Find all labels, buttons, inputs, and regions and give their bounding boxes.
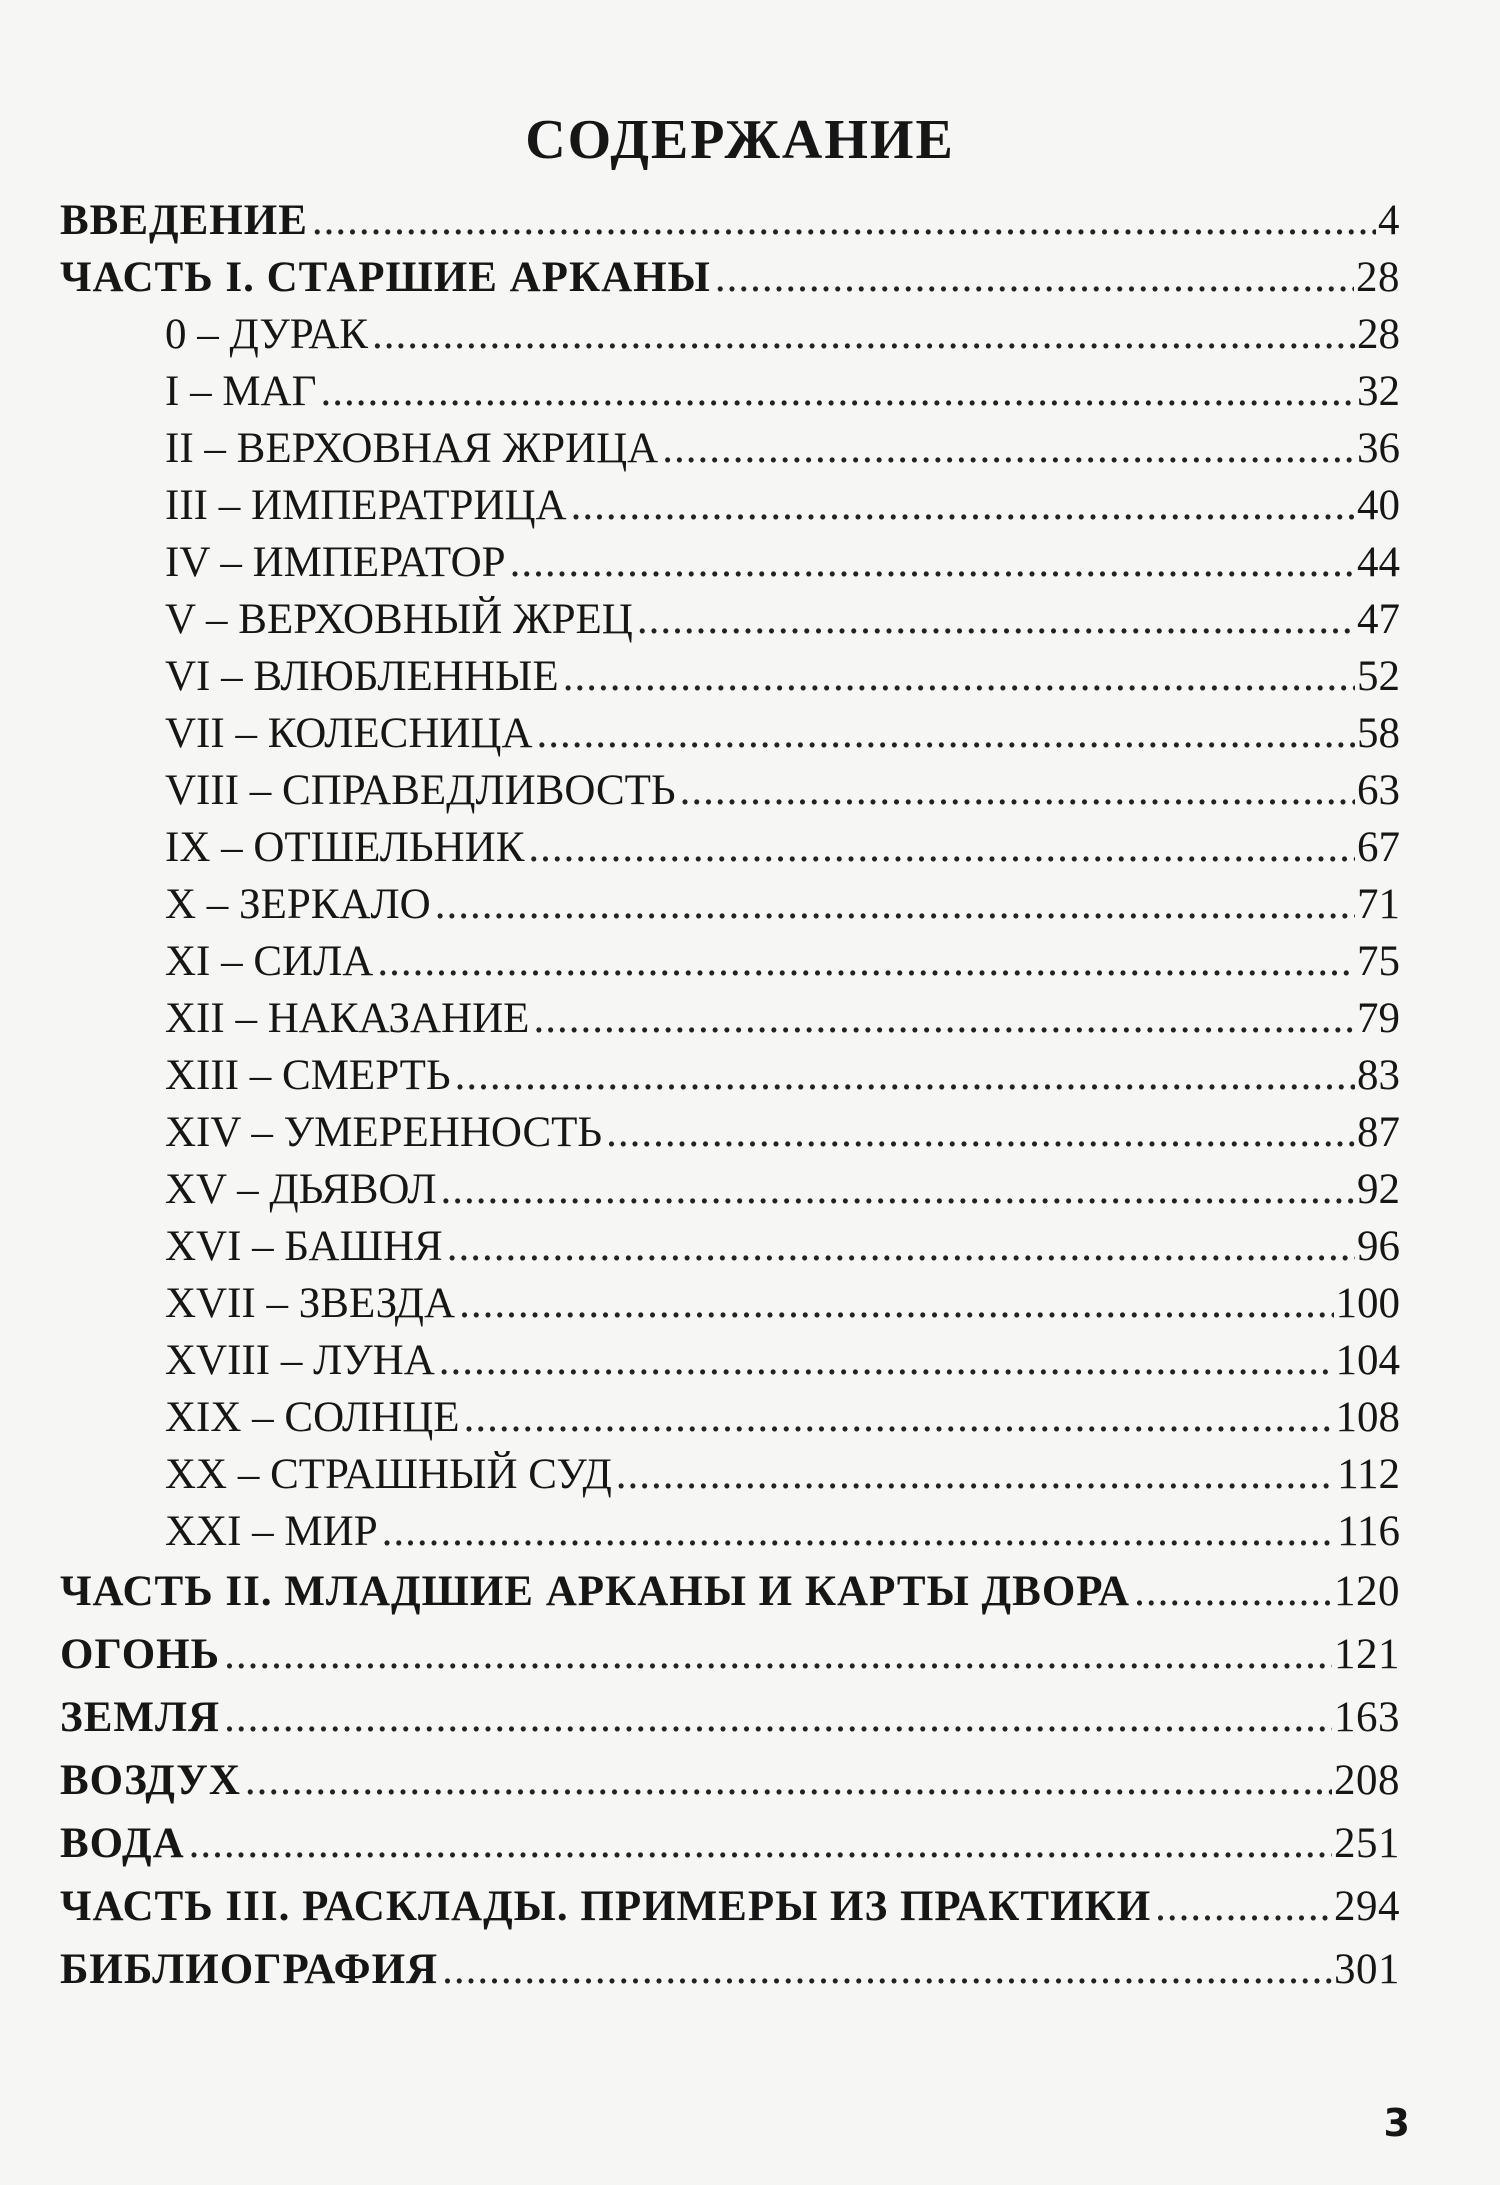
toc-entry [60,192,1400,249]
toc-entry-label: ЧАСТЬ II. МЛАДШИЕ АРКАНЫ И КАРТЫ ДВОРА [60,1568,1131,1615]
toc-entry [60,1812,1400,1875]
dot-leader [528,819,1355,876]
dot-leader [189,1812,1332,1875]
toc-entry-label: VII – КОЛЕСНИЦА [165,710,533,757]
toc-entry [60,1938,1400,2001]
toc-entry-page: 71 [1357,881,1400,928]
dot-leader [439,1332,1334,1389]
toc-entry-label: 0 – ДУРАК [165,311,368,358]
dot-leader [533,990,1355,1047]
toc-entry-label: ЧАСТЬ III. РАСКЛАДЫ. ПРИМЕРЫ ИЗ ПРАКТИКИ [60,1883,1152,1930]
toc-entry [60,1275,1400,1332]
toc-entry-page: 4 [1378,197,1400,244]
toc-entry-label: ВОЗДУХ [60,1757,241,1804]
toc-entry-page: 100 [1335,1280,1400,1327]
toc-entry-label: XVII – ЗВЕЗДА [165,1280,456,1327]
dot-leader [320,363,1355,420]
dot-leader [606,1104,1355,1161]
toc-entry [60,1875,1400,1938]
toc-entry-page: 116 [1337,1508,1400,1555]
toc-entry [60,591,1400,648]
toc-entry-page: 36 [1357,425,1400,472]
toc-entry [60,1560,1400,1623]
toc-entry-page: 108 [1335,1394,1400,1441]
dot-leader [571,477,1355,534]
toc-entry-label: БИБЛИОГРАФИЯ [60,1946,439,1993]
dot-leader [459,1275,1333,1332]
dot-leader [537,705,1355,762]
page-number: 3 [1383,2101,1410,2145]
toc-entry [60,1161,1400,1218]
dot-leader [312,192,1376,249]
dot-leader [372,306,1355,363]
dot-leader [1155,1875,1332,1938]
toc-entry [60,1503,1400,1560]
toc-entry [60,648,1400,705]
toc-entry-page: 120 [1334,1568,1400,1615]
toc-entry [60,1218,1400,1275]
toc-entry-page: 75 [1357,938,1400,985]
page-title: СОДЕРЖАНИЕ [525,109,955,171]
toc-entry-page: 67 [1357,824,1400,871]
dot-leader [224,1686,1332,1749]
toc-entry-label: XV – ДЬЯВОЛ [165,1166,437,1213]
toc-entry-label: XI – СИЛА [165,938,374,985]
toc-entry-page: 83 [1357,1052,1400,1099]
dot-leader [447,1218,1355,1275]
toc-entry [60,762,1400,819]
dot-leader [382,1503,1335,1560]
toc-entry-page: 63 [1357,767,1400,814]
table-of-contents [60,192,1400,2001]
dot-leader [715,249,1354,306]
toc-entry-label: II – ВЕРХОВНАЯ ЖРИЦА [165,425,659,472]
dot-leader [510,534,1355,591]
toc-entry-page: 40 [1357,482,1400,529]
toc-entry [60,1389,1400,1446]
toc-entry [60,1332,1400,1389]
dot-leader [224,1623,1332,1686]
toc-entry-label: XIV – УМЕРЕННОСТЬ [165,1109,603,1156]
toc-entry-label: V – ВЕРХОВНЫЙ ЖРЕЦ [165,596,633,643]
toc-entry-label: III – ИМПЕРАТРИЦА [165,482,567,529]
toc-entry-label: X – ЗЕРКАЛО [165,881,431,928]
dot-leader [455,1047,1355,1104]
toc-entry-label: XX – СТРАШНЫЙ СУД [165,1451,612,1498]
dot-leader [442,1938,1332,2001]
dot-leader [563,648,1355,705]
toc-entry-page: 92 [1357,1166,1400,1213]
dot-leader [680,762,1355,819]
toc-entry-label: I – МАГ [165,368,317,415]
toc-entry-label: ЗЕМЛЯ [60,1694,221,1741]
toc-entry-label: XVIII – ЛУНА [165,1337,435,1384]
toc-entry-page: 32 [1357,368,1400,415]
toc-entry-label: IV – ИМПЕРАТОР [165,539,506,586]
toc-entry-page: 79 [1357,995,1400,1042]
toc-entry-label: XII – НАКАЗАНИЕ [165,995,530,1042]
toc-entry-label: ОГОНЬ [60,1631,221,1678]
toc-entry-page: 28 [1356,254,1400,301]
toc-entry-page: 47 [1357,596,1400,643]
toc-entry [60,1104,1400,1161]
toc-entry [60,990,1400,1047]
toc-entry-page: 208 [1334,1757,1400,1804]
toc-entry-page: 163 [1334,1694,1400,1741]
toc-entry [60,1749,1400,1812]
toc-entry-label: XXI – МИР [165,1508,378,1555]
dot-leader [637,591,1355,648]
toc-entry-page: 96 [1357,1223,1400,1270]
toc-entry-page: 251 [1334,1820,1400,1867]
toc-entry-label: XIII – СМЕРТЬ [165,1052,451,1099]
dot-leader [616,1446,1335,1503]
toc-entry [60,477,1400,534]
toc-entry-label: XIX – СОЛНЦЕ [165,1394,460,1441]
toc-entry-page: 104 [1335,1337,1400,1384]
dot-leader [662,420,1355,477]
toc-entry-page: 44 [1357,539,1400,586]
dot-leader [435,876,1355,933]
toc-entry-label: VI – ВЛЮБЛЕННЫЕ [165,653,559,700]
toc-entry [60,363,1400,420]
toc-entry-page: 294 [1334,1883,1400,1930]
toc-entry-label: ВОДА [60,1820,185,1867]
toc-entry [60,933,1400,990]
toc-entry [60,876,1400,933]
dot-leader [1134,1560,1332,1623]
toc-entry-page: 112 [1337,1451,1400,1498]
toc-entry [60,420,1400,477]
toc-entry [60,1047,1400,1104]
toc-entry [60,1446,1400,1503]
dot-leader [245,1749,1332,1812]
toc-entry [60,306,1400,363]
toc-entry [60,534,1400,591]
toc-entry [60,1686,1400,1749]
toc-entry-page: 28 [1357,311,1400,358]
dot-leader [441,1161,1355,1218]
toc-entry-label: ЧАСТЬ I. СТАРШИЕ АРКАНЫ [60,254,711,301]
toc-entry-label: VIII – СПРАВЕДЛИВОСТЬ [165,767,676,814]
toc-entry [60,1623,1400,1686]
toc-entry [60,819,1400,876]
toc-entry [60,249,1400,306]
toc-entry-page: 58 [1357,710,1400,757]
toc-entry-label: XVI – БАШНЯ [165,1223,443,1270]
dot-leader [464,1389,1334,1446]
toc-entry-page: 87 [1357,1109,1400,1156]
toc-entry-label: ВВЕДЕНИЕ [60,197,308,244]
toc-entry-page: 52 [1357,653,1400,700]
toc-entry-page: 301 [1334,1946,1400,1993]
toc-entry-label: IX – ОТШЕЛЬНИК [165,824,525,871]
toc-entry [60,705,1400,762]
dot-leader [377,933,1355,990]
toc-entry-page: 121 [1334,1631,1400,1678]
